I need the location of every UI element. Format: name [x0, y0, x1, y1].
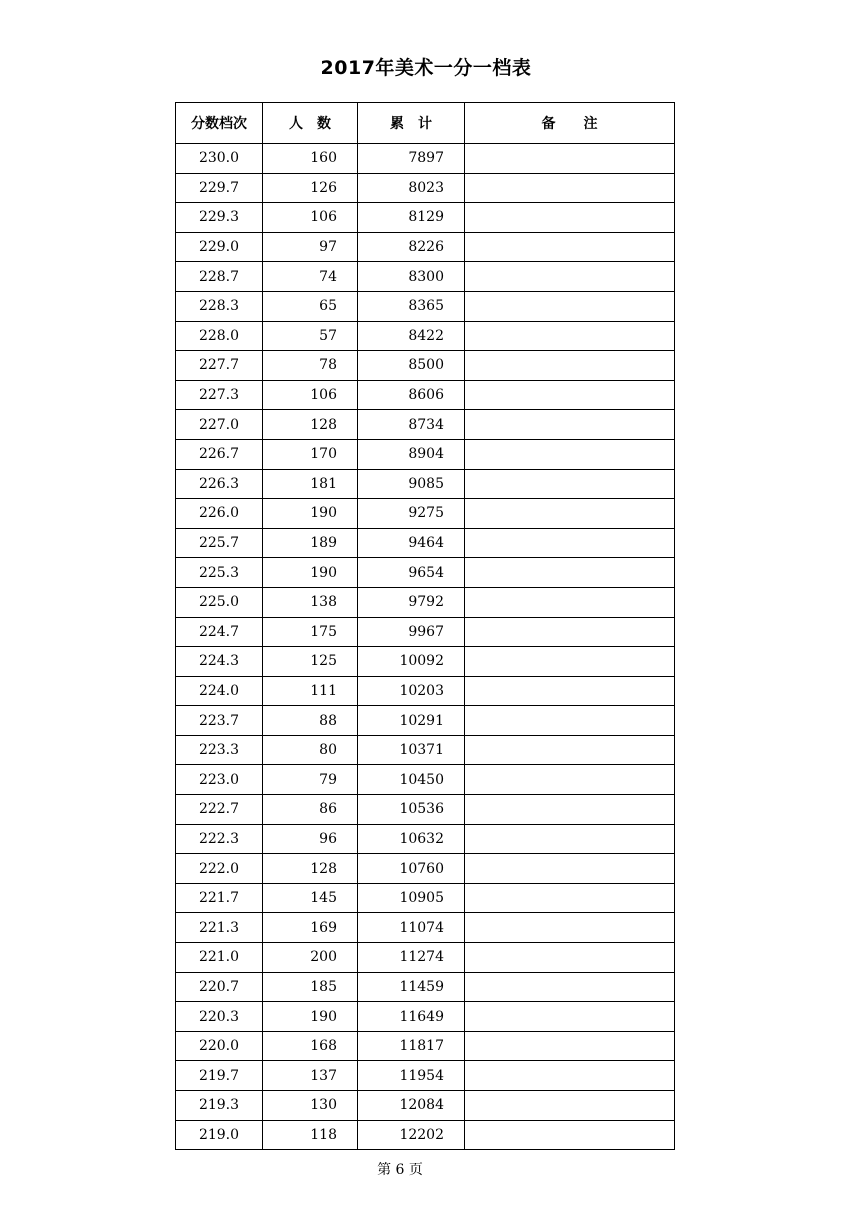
score-cell: 224.3 [176, 647, 263, 677]
cumulative-cell: 11954 [358, 1061, 465, 1091]
note-cell [465, 380, 675, 410]
score-cell: 229.7 [176, 173, 263, 203]
note-cell [465, 913, 675, 943]
note-cell [465, 203, 675, 233]
cumulative-cell: 11817 [358, 1031, 465, 1061]
note-cell [465, 824, 675, 854]
header-notes: 备 注 [465, 103, 675, 144]
count-cell: 65 [263, 291, 358, 321]
note-cell [465, 1091, 675, 1121]
table-row [176, 173, 675, 203]
count-cell: 118 [263, 1120, 358, 1150]
count-cell: 128 [263, 410, 358, 440]
score-cell: 230.0 [176, 144, 263, 174]
table-row [176, 972, 675, 1002]
cumulative-cell: 9085 [358, 469, 465, 499]
score-table [175, 102, 675, 1150]
table-row [176, 735, 675, 765]
score-cell: 227.0 [176, 410, 263, 440]
cumulative-cell: 12084 [358, 1091, 465, 1121]
count-cell: 169 [263, 913, 358, 943]
score-cell: 223.0 [176, 765, 263, 795]
score-cell: 228.3 [176, 291, 263, 321]
cumulative-cell: 10371 [358, 735, 465, 765]
count-cell: 106 [263, 203, 358, 233]
table-row [176, 676, 675, 706]
count-cell: 190 [263, 1002, 358, 1032]
header-score-level: 分数档次 [176, 103, 263, 144]
cumulative-cell: 10905 [358, 883, 465, 913]
count-cell: 111 [263, 676, 358, 706]
count-cell: 137 [263, 1061, 358, 1091]
cumulative-cell: 8023 [358, 173, 465, 203]
note-cell [465, 735, 675, 765]
table-row [176, 291, 675, 321]
score-cell: 223.7 [176, 706, 263, 736]
cumulative-cell: 8904 [358, 439, 465, 469]
score-cell: 222.0 [176, 854, 263, 884]
count-cell: 57 [263, 321, 358, 351]
note-cell [465, 499, 675, 529]
score-cell: 221.3 [176, 913, 263, 943]
cumulative-cell: 10203 [358, 676, 465, 706]
cumulative-cell: 8226 [358, 232, 465, 262]
cumulative-cell: 10632 [358, 824, 465, 854]
note-cell [465, 262, 675, 292]
table-row [176, 1120, 675, 1150]
score-cell: 228.7 [176, 262, 263, 292]
cumulative-cell: 9464 [358, 528, 465, 558]
table-row [176, 883, 675, 913]
cumulative-cell: 8300 [358, 262, 465, 292]
table-row [176, 1031, 675, 1061]
score-cell: 225.0 [176, 587, 263, 617]
score-cell: 221.0 [176, 943, 263, 973]
note-cell [465, 587, 675, 617]
cumulative-cell: 8422 [358, 321, 465, 351]
cumulative-cell: 10536 [358, 795, 465, 825]
score-cell: 219.3 [176, 1091, 263, 1121]
table-row [176, 528, 675, 558]
count-cell: 160 [263, 144, 358, 174]
table-row [176, 943, 675, 973]
count-cell: 106 [263, 380, 358, 410]
score-cell: 227.7 [176, 351, 263, 381]
score-cell: 221.7 [176, 883, 263, 913]
score-cell: 227.3 [176, 380, 263, 410]
cumulative-cell: 8734 [358, 410, 465, 440]
note-cell [465, 232, 675, 262]
cumulative-cell: 9792 [358, 587, 465, 617]
note-cell [465, 854, 675, 884]
table-row [176, 469, 675, 499]
count-cell: 128 [263, 854, 358, 884]
note-cell [465, 706, 675, 736]
note-cell [465, 795, 675, 825]
page-title: 2017年美术一分一档表 [320, 57, 532, 79]
note-cell [465, 1120, 675, 1150]
table-header [176, 103, 675, 144]
score-cell: 225.3 [176, 558, 263, 588]
cumulative-cell: 8365 [358, 291, 465, 321]
count-cell: 145 [263, 883, 358, 913]
cumulative-cell: 11274 [358, 943, 465, 973]
score-cell: 220.3 [176, 1002, 263, 1032]
score-cell: 226.0 [176, 499, 263, 529]
note-cell [465, 351, 675, 381]
table-row [176, 558, 675, 588]
score-cell: 229.0 [176, 232, 263, 262]
cumulative-cell: 10291 [358, 706, 465, 736]
note-cell [465, 765, 675, 795]
table-row [176, 824, 675, 854]
count-cell: 168 [263, 1031, 358, 1061]
note-cell [465, 558, 675, 588]
cumulative-cell: 11459 [358, 972, 465, 1002]
note-cell [465, 528, 675, 558]
table-row [176, 854, 675, 884]
table-row [176, 706, 675, 736]
table-row [176, 321, 675, 351]
count-cell: 86 [263, 795, 358, 825]
header-count: 人 数 [263, 103, 358, 144]
note-cell [465, 144, 675, 174]
count-cell: 130 [263, 1091, 358, 1121]
note-cell [465, 1002, 675, 1032]
count-cell: 125 [263, 647, 358, 677]
score-cell: 220.0 [176, 1031, 263, 1061]
score-cell: 220.7 [176, 972, 263, 1002]
count-cell: 126 [263, 173, 358, 203]
count-cell: 189 [263, 528, 358, 558]
note-cell [465, 943, 675, 973]
count-cell: 190 [263, 499, 358, 529]
table-row [176, 765, 675, 795]
count-cell: 80 [263, 735, 358, 765]
table-row [176, 587, 675, 617]
score-cell: 228.0 [176, 321, 263, 351]
count-cell: 175 [263, 617, 358, 647]
cumulative-cell: 8606 [358, 380, 465, 410]
count-cell: 88 [263, 706, 358, 736]
table-row [176, 262, 675, 292]
note-cell [465, 972, 675, 1002]
count-cell: 190 [263, 558, 358, 588]
count-cell: 97 [263, 232, 358, 262]
page-number: 第 6 页 [377, 1162, 423, 1178]
count-cell: 78 [263, 351, 358, 381]
cumulative-cell: 12202 [358, 1120, 465, 1150]
cumulative-cell: 7897 [358, 144, 465, 174]
table-row [176, 647, 675, 677]
table-row [176, 1091, 675, 1121]
table-row [176, 1061, 675, 1091]
note-cell [465, 469, 675, 499]
count-cell: 96 [263, 824, 358, 854]
table-row [176, 913, 675, 943]
cumulative-cell: 9654 [358, 558, 465, 588]
note-cell [465, 676, 675, 706]
count-cell: 74 [263, 262, 358, 292]
score-cell: 223.3 [176, 735, 263, 765]
score-cell: 226.7 [176, 439, 263, 469]
cumulative-cell: 10092 [358, 647, 465, 677]
count-cell: 185 [263, 972, 358, 1002]
note-cell [465, 410, 675, 440]
table-row [176, 380, 675, 410]
table-row [176, 232, 675, 262]
note-cell [465, 173, 675, 203]
cumulative-cell: 10450 [358, 765, 465, 795]
count-cell: 200 [263, 943, 358, 973]
note-cell [465, 291, 675, 321]
score-cell: 219.0 [176, 1120, 263, 1150]
table-row [176, 439, 675, 469]
score-cell: 224.0 [176, 676, 263, 706]
table-row [176, 144, 675, 174]
note-cell [465, 321, 675, 351]
table-row [176, 617, 675, 647]
table-row [176, 410, 675, 440]
cumulative-cell: 10760 [358, 854, 465, 884]
count-cell: 79 [263, 765, 358, 795]
table-row [176, 203, 675, 233]
score-cell: 224.7 [176, 617, 263, 647]
cumulative-cell: 9275 [358, 499, 465, 529]
score-cell: 219.7 [176, 1061, 263, 1091]
score-cell: 222.7 [176, 795, 263, 825]
count-cell: 138 [263, 587, 358, 617]
note-cell [465, 1031, 675, 1061]
table-row [176, 351, 675, 381]
note-cell [465, 617, 675, 647]
table-row [176, 1002, 675, 1032]
cumulative-cell: 9967 [358, 617, 465, 647]
note-cell [465, 647, 675, 677]
score-cell: 225.7 [176, 528, 263, 558]
note-cell [465, 883, 675, 913]
table-body [176, 144, 675, 1150]
cumulative-cell: 8500 [358, 351, 465, 381]
table-row [176, 499, 675, 529]
score-cell: 229.3 [176, 203, 263, 233]
score-cell: 226.3 [176, 469, 263, 499]
score-cell: 222.3 [176, 824, 263, 854]
cumulative-cell: 11074 [358, 913, 465, 943]
note-cell [465, 1061, 675, 1091]
header-cumulative: 累 计 [358, 103, 465, 144]
cumulative-cell: 11649 [358, 1002, 465, 1032]
cumulative-cell: 8129 [358, 203, 465, 233]
note-cell [465, 439, 675, 469]
table-row [176, 795, 675, 825]
count-cell: 170 [263, 439, 358, 469]
count-cell: 181 [263, 469, 358, 499]
